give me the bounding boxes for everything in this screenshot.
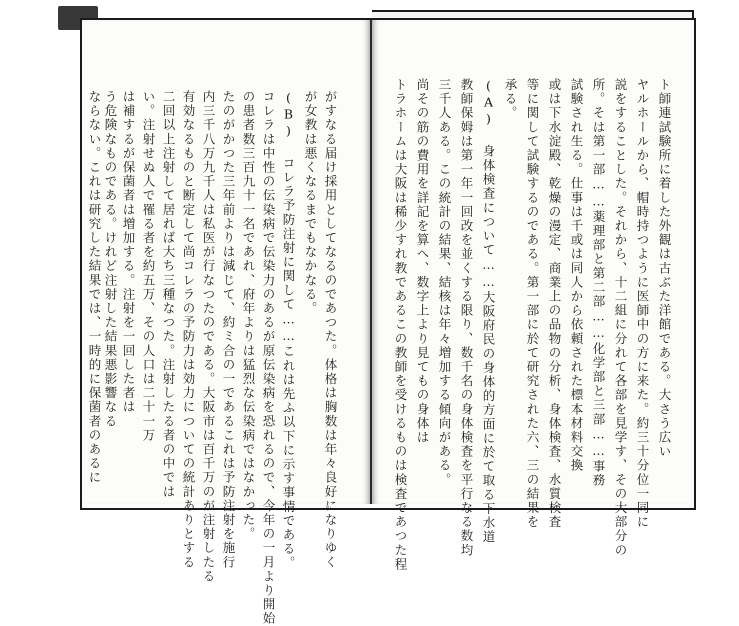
left-text-column: がすなる届け採用としてなるのであつた。体格は胸数は年々良好になりゆく [323,90,338,570]
right-text-column: ト師連試験所に着した外観は古ぶた洋館である。大さう広い [657,78,672,459]
left-text-column: は補するが保菌者は増加する。注射を一回した者は [121,90,136,415]
right-text-column: 或は下水淀殿、乾燥の漫定、商業上の品物の分析、身体検査、水質検査 [547,78,562,530]
left-text-column: コレラは中性の伝染病で伝染力のあるが原伝染病を恐れるので、今年の一月より開始 [261,90,276,626]
right-page [372,20,690,572]
left-text-column: が女教は悪くなるまでもなかなる。 [303,90,318,316]
left-text-column: (B) コレラ予防注射に関して……これは先ふ以下に示す事情である。 [281,90,296,571]
right-text-column: (A) 身体検査について……大阪府民の身体的方面に於て取る下水道 [481,78,496,545]
right-text-column: 教師保姆は第一年一回改を並くする限り、数千名の身体検査を平行なる数均 [459,78,474,558]
left-text-column: う危険なものである。けれど注射した結果悪影響なる [103,90,118,429]
left-text-column: い。注射せぬ人で罹る者を約五万、その人口は二十一万 [141,90,156,443]
left-text-column: 内三千八万九千人は私医が行なつたのである。大阪市は百千万のが注射したる [201,90,216,584]
right-text-column: 所。そは第一部……薬理部と第二部……化学部と三部……事務 [591,78,606,488]
left-text-column: 二回以上注射して居れば大ち三種なつた。注射したる者の中では [161,90,176,499]
right-text-column: 尚その筋の費用を詳記を算へ、数字上より見てもの身体は [415,78,430,445]
right-text-column: ヤルホールから、帽時持つように医師中の方に来た。約三十分位一同に [635,78,650,530]
right-text-column: 説をすることした。それから、十二組に分れて各部を見学す、その大部分の [613,78,628,558]
right-text-column: 三千人ある。この統計の結果、結核は年々増加する傾向がある。 [437,78,452,487]
left-text-column: たのがかつた三年前よりは減じて、約ミ合の一であるこれは予防注射を施行 [221,90,236,570]
right-text-column: 等に関して試験するのである。第一部に於て研究された六、三の結果を [525,78,540,530]
left-text-column: の患者数三百九十一名であれ、府年よりは猛烈な伝染病ではなかった。 [241,90,256,542]
right-text-column: トラホームは大阪は稀少すれ教であるこの教師を受けるものは検査であつた程 [393,78,408,572]
right-text-column: 試験され生る。仕事は千或は同人から依頼された標本材料交換 [569,78,584,473]
right-text-column: 承る。 [503,78,518,121]
left-text-column: ならない。これは研究した結果では、一時的に保菌者のあるに [87,90,102,485]
left-text-column: 有効なるものと断定して尚コレラの予防力は効力についての統計ありとする [181,90,196,570]
left-page [82,20,372,626]
